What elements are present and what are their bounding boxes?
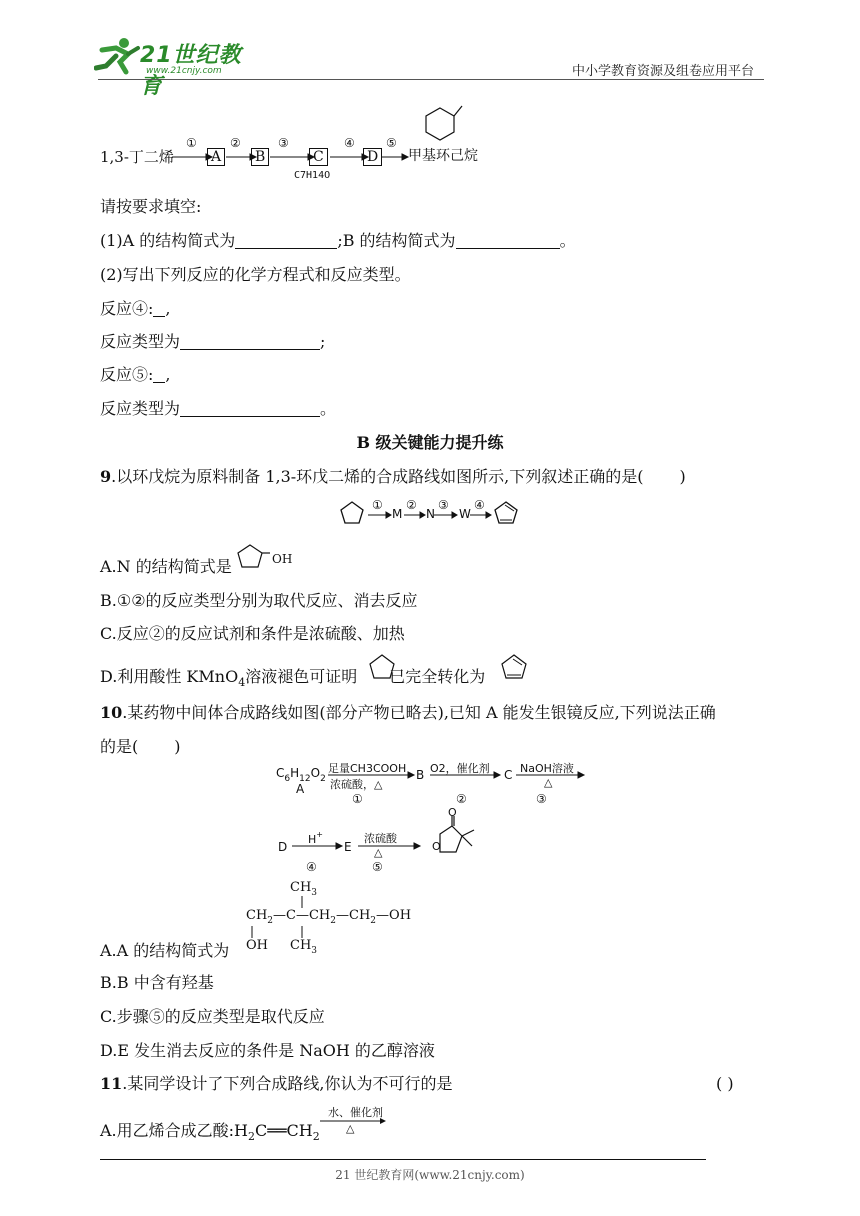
q10-lactone-carbonyl-o: O [448, 806, 457, 819]
q11-option-a-sub2: 2 [312, 1130, 320, 1143]
q11-option-a[interactable] [100, 1120, 320, 1148]
header-divider [98, 79, 764, 80]
q10-r1-bottom: 浓硫酸，△ [330, 778, 383, 791]
q10-node-b: B [416, 768, 425, 782]
answer-blank-r4[interactable] [153, 300, 165, 317]
q8-reaction5-label: 反应⑤: [100, 365, 154, 384]
scheme1-step-1: ① [186, 136, 197, 150]
q11-option-a-text: A.用乙烯合成乙酸:H [100, 1121, 248, 1140]
q9-node-w: W [459, 507, 471, 521]
q9-option-d-sub: 4 [238, 676, 246, 689]
q11-option-a-mid: C══CH [255, 1121, 313, 1140]
answer-blank-a[interactable] [235, 232, 337, 249]
scheme1-step-2: ② [230, 136, 241, 150]
q10-step-1: ① [352, 792, 363, 806]
footer-divider [100, 1159, 706, 1160]
q8-reaction4-end: , [165, 299, 171, 318]
header-right-text: 中小学教育资源及组卷应用平台 [572, 64, 755, 79]
q10-stem-end: ) [174, 737, 181, 756]
answer-blank-b[interactable] [456, 232, 560, 249]
q10-scheme-row1 [276, 760, 596, 808]
scheme1-step-4: ④ [344, 136, 355, 150]
q10-number: 10 [100, 703, 123, 722]
q9-scheme-drawing [336, 496, 536, 530]
q8-type2-label: 反应类型为 [100, 399, 181, 418]
q9-stem-text: .以环戊烷为原料制备 1,3-环戊二烯的合成路线如图所示,下列叙述正确的是( [111, 467, 644, 486]
q9-number: 9 [100, 467, 112, 486]
q10-scheme-row2 [276, 806, 496, 876]
q8-reaction4 [100, 298, 171, 320]
scheme1-node-c: C [309, 148, 328, 166]
q10-step-4: ④ [306, 860, 317, 874]
q10-r1-top: 足量CH3COOH [328, 762, 407, 775]
q10-struct-bonds [244, 878, 444, 962]
q10-stem-text2: 的是( [100, 737, 139, 756]
answer-blank-r5[interactable] [153, 366, 165, 383]
q9-option-a-oh: OH [272, 552, 293, 566]
q10-option-a[interactable] [100, 940, 229, 962]
scheme1-node-a: A [207, 148, 225, 166]
q10-struct-left-oh: OH [246, 938, 268, 953]
q9-option-c[interactable]: C.反应②的反应试剂和条件是浓硫酸、加热 [100, 624, 405, 643]
q10-r3-bottom: △ [544, 776, 553, 789]
q10-struct-bottom-ch3: $CH_3$ [290, 938, 318, 956]
q8-type2-end: 。 [320, 399, 337, 418]
header-logo [94, 36, 264, 99]
methylcyclohexane-structure-icon [418, 102, 468, 146]
cyclopentane-structure-icon [366, 652, 398, 684]
q8-part1 [100, 230, 576, 252]
q9-step-2: ② [406, 498, 417, 512]
q10-step-5: ⑤ [372, 860, 383, 874]
scheme1-step-5: ⑤ [386, 136, 397, 150]
answer-blank-type2[interactable] [180, 400, 320, 417]
q10-lactone-ring-o: O [432, 840, 441, 853]
q8-type1 [100, 331, 325, 353]
q9-scheme [336, 496, 536, 530]
q10-option-a-structure [244, 878, 444, 962]
q10-r5-bottom: △ [374, 846, 383, 859]
q10-option-c[interactable]: C.步骤⑤的反应类型是取代反应 [100, 1007, 325, 1026]
scheme1-node-b: B [251, 148, 269, 166]
q10-struct-main: $CH_2—C—CH_2—CH_2—OH$ [246, 908, 412, 926]
q10-stem-line2 [100, 736, 181, 758]
q10-start-formula: $C_6H_{12}O_2$ [276, 766, 326, 784]
q9-option-d-text2: 溶液褪色可证明 [245, 667, 358, 686]
q11-stem [100, 1073, 452, 1095]
q11-number: 11 [100, 1074, 123, 1093]
section-title: B 级关键能力提升练 [356, 433, 504, 452]
q8-type1-end: ; [320, 332, 326, 351]
q8-part1-end: 。 [559, 231, 576, 250]
lactone-structure-icon [422, 806, 492, 862]
q10-stem-line1 [100, 702, 716, 724]
q10-option-d[interactable]: D.E 发生消去反应的条件是 NaOH 的乙醇溶液 [100, 1041, 435, 1060]
q9-option-d-text3: 已完全转化为 [389, 667, 486, 686]
q11-cond-bottom: △ [346, 1122, 355, 1135]
q8-type2 [100, 398, 336, 420]
q11-condition-arrow [318, 1104, 388, 1140]
q9-option-a-text: A.N 的结构简式是 [100, 557, 232, 576]
q8-reaction5-end: , [165, 365, 171, 384]
scheme1-step-3: ③ [278, 136, 289, 150]
runner-logo-icon [94, 36, 142, 76]
q11-option-a-sub1: 2 [248, 1130, 255, 1143]
q10-node-e: E [344, 840, 352, 854]
q9-step-1: ① [372, 498, 383, 512]
q11-stem-text: .某同学设计了下列合成路线,你认为不可行的是 [122, 1074, 453, 1093]
q8-part2: (2)写出下列反应的化学方程式和反应类型。 [100, 265, 411, 284]
q9-option-b[interactable]: B.①②的反应类型分别为取代反应、消去反应 [100, 591, 418, 610]
logo-url: www.21cnjy.com [146, 66, 222, 76]
q8-reaction5 [100, 364, 171, 386]
q8-part1-b-label: ;B 的结构简式为 [337, 231, 456, 250]
q11-cond-top: 水、催化剂 [328, 1106, 383, 1119]
scheme1-node-d: D [363, 148, 382, 166]
q10-r3-top: NaOH溶液 [520, 762, 574, 775]
q9-stem-end: ) [679, 467, 686, 486]
logo-title: 21世纪教育 [140, 43, 242, 99]
q10-r5-top: 浓硫酸 [364, 832, 397, 845]
q8-reaction4-label: 反应④: [100, 299, 154, 318]
scheme1-product: 甲基环己烷 [408, 148, 478, 164]
q10-node-d: D [278, 840, 288, 854]
q10-option-a-text: A.A 的结构简式为 [100, 941, 230, 960]
q8-instruction: 请按要求填空: [100, 197, 202, 216]
q9-stem [100, 466, 686, 488]
q9-option-d-text1: D.利用酸性 KMnO [100, 667, 239, 686]
q10-start-label: A [296, 782, 305, 796]
q10-option-b[interactable]: B.B 中含有羟基 [100, 973, 214, 992]
q10-step-3: ③ [536, 792, 547, 806]
q9-node-n: N [426, 507, 435, 521]
q8-type1-label: 反应类型为 [100, 332, 181, 351]
q10-r4-top: H+ [308, 830, 323, 846]
answer-blank-type1[interactable] [180, 333, 320, 350]
q9-step-4: ④ [474, 498, 485, 512]
q10-stem-text1: .某药物中间体合成路线如图(部分产物已略去),已知 A 能发生银镜反应,下列说法正确 [122, 703, 716, 722]
q10-node-c: C [504, 768, 513, 782]
scheme1-start: 1,3-丁二烯 [100, 148, 174, 166]
footer-text: 21 世纪教育网(www.21cnjy.com) [335, 1168, 525, 1182]
q10-r2-top: O2，催化剂 [430, 762, 490, 775]
q9-node-m: M [392, 507, 403, 521]
q9-option-d[interactable] [100, 666, 485, 694]
q8-part1-a-label: (1)A 的结构简式为 [100, 231, 236, 250]
q10-step-2: ② [456, 792, 467, 806]
scheme1-c-formula: C7H14O [294, 170, 331, 181]
scheme-1 [100, 100, 500, 190]
q10-struct-top-ch3: $CH_3$ [290, 880, 318, 898]
q11-answer-paren[interactable]: ( ) [716, 1074, 734, 1093]
cyclopentadiene-structure-icon [498, 652, 530, 684]
q9-step-3: ③ [438, 498, 449, 512]
q9-option-a[interactable] [100, 552, 293, 578]
